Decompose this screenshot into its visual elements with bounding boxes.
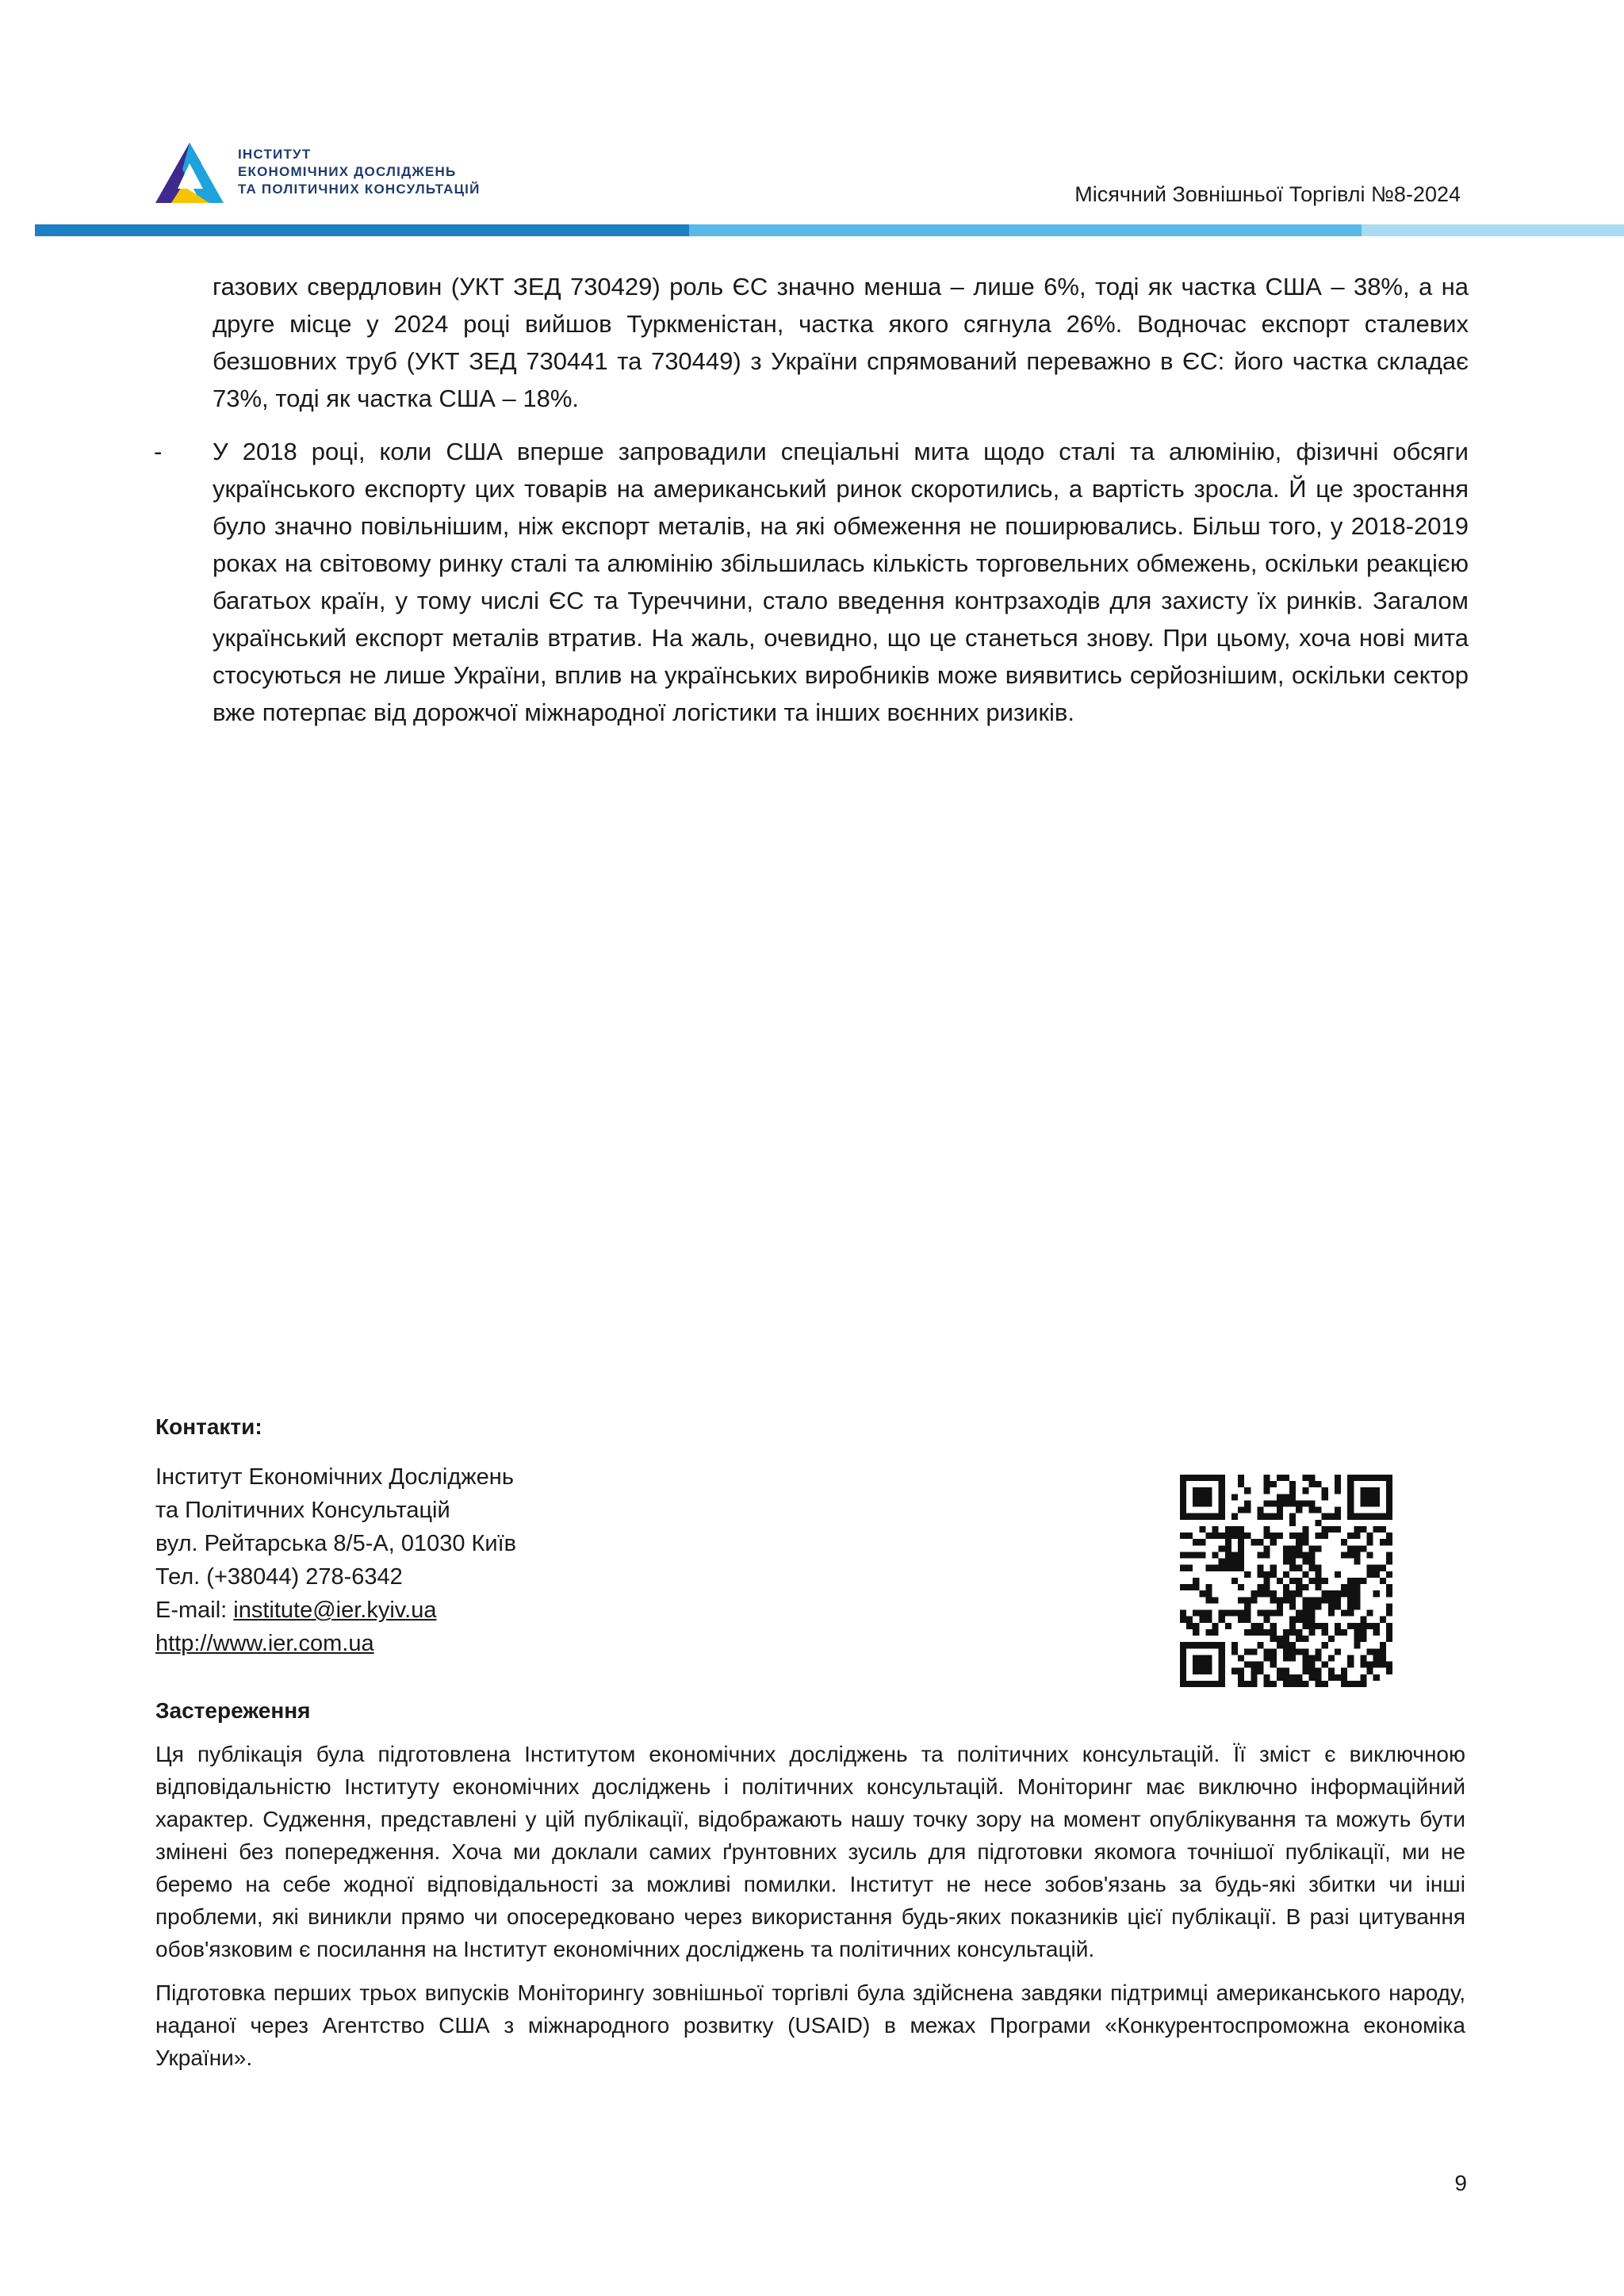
qr-finder-pattern bbox=[1180, 1642, 1225, 1687]
org-name-line3: ТА ПОЛІТИЧНИХ КОНСУЛЬТАЦІЙ bbox=[238, 182, 481, 197]
body-paragraph-bullet: У 2018 році, коли США вперше запровадили спеціальні мита щодо сталі та алюмінію, фізичні обсяги українського експорту цих товарів на американський ринок скоротились, а вартість зросла. Й це зростання було значно повільнішим, ніж експорт металів, на які обмеження не поширювались. Більш того, у 2018-2019 роках на світовому ринку сталі та алюмінію збільшилась кількість торговельних обмежень, оскільки реакцією багатьох країн, у тому числі ЄС та Туреччини, стало введення контрзаходів для захисту їх ринків. Загалом український експорт металів втратив. На жаль, очевидно, що це станеться знову. При цьому, хоча нові мита стосуються не лише України, вплив на українських виробників може виявитись серйознішим, оскільки сектор вже потерпає від дорожчої міжнародної логістики та інших воєнних ризиків. bbox=[213, 438, 1469, 726]
contacts-section bbox=[155, 1411, 1472, 1656]
qr-code-icon[interactable] bbox=[1180, 1475, 1392, 1687]
contact-website-row bbox=[155, 1627, 516, 1660]
disclaimer-text: Ця публікація була підготовлена Інститутом економічних досліджень та політичних консультацій. Її зміст є виключною відповідальністю Інституту економічних досліджень і політичних консультацій. Моніторинг має виключно інформаційний характер. Судження, представлені у цій публікації, відображають нашу точку зору на момент опублікування та можуть бути змінені без попередження. Хоча ми доклали самих ґрунтовних зусиль для підготовки якомога точнішої публікації, ми не беремо на себе жодної відповідальності за можливі помилки. Інститут не несе зобов'язань за будь-які збитки чи інші проблеми, які виникли прямо чи опосередковано через використання будь-яких показників цієї публікації. В разі цитування обов'язковим є посилання на Інститут економічних досліджень та політичних консультацій. bbox=[155, 1742, 1465, 1961]
contacts-heading: Контакти: bbox=[155, 1414, 262, 1439]
disclaimer-heading: Застереження bbox=[155, 1698, 311, 1723]
org-name bbox=[238, 146, 481, 198]
contact-org-line2: та Політичних Консультацій bbox=[155, 1498, 450, 1523]
document-title: Місячний Зовнішньої Торгівлі №8-2024 bbox=[1074, 182, 1461, 206]
email-label: E-mail: bbox=[155, 1598, 234, 1623]
institute-logo-icon bbox=[154, 141, 225, 205]
page-number: 9 bbox=[1454, 2171, 1467, 2195]
org-name-line2: ЕКОНОМІЧНИХ ДОСЛІДЖЕНЬ bbox=[238, 164, 457, 179]
email-link[interactable]: institute@ier.kyiv.ua bbox=[233, 1598, 437, 1623]
org-name-line1: ІНСТИТУТ bbox=[238, 147, 312, 162]
header-band-light bbox=[1362, 224, 1624, 236]
website-link[interactable]: http://www.ier.com.ua bbox=[155, 1631, 374, 1656]
disclaimer-section bbox=[155, 1695, 1465, 2074]
page-header bbox=[0, 0, 1624, 238]
contact-address: вул. Рейтарська 8/5-А, 01030 Київ bbox=[155, 1531, 517, 1556]
body-paragraph-continued: газових свердловин (УКТ ЗЕД 730429) роль ЄС значно менша – лише 6%, тоді як частка США – 38%, а на друге місце у 2024 році вийшов Туркменістан, частка якого сягнула 26%. Водночас експорт сталевих безшовних труб (УКТ ЗЕД 730441 та 730449) з України спрямований переважно в ЄС: його частка складає 73%, тоді як частка США – 18%. bbox=[213, 273, 1469, 412]
contact-org-line1: Інститут Економічних Досліджень bbox=[155, 1464, 514, 1490]
contact-email-row bbox=[155, 1594, 516, 1627]
usaid-acknowledgement: Підготовка перших трьох випусків Моніторингу зовнішньої торгівлі була здійснена завдяки підтримці американського народу, наданої через Агентство США з міжнародного розвитку (USAID) в межах Програми «Конкурентоспроможна економіка України». bbox=[155, 1980, 1465, 2070]
header-band-dark bbox=[35, 224, 689, 236]
header-band-medium bbox=[689, 224, 1362, 236]
bullet-marker: - bbox=[154, 438, 163, 465]
qr-finder-pattern bbox=[1347, 1475, 1392, 1520]
contact-phone: Тел. (+38044) 278-6342 bbox=[155, 1564, 403, 1590]
qr-finder-pattern bbox=[1180, 1475, 1225, 1520]
contacts-details bbox=[155, 1460, 516, 1660]
